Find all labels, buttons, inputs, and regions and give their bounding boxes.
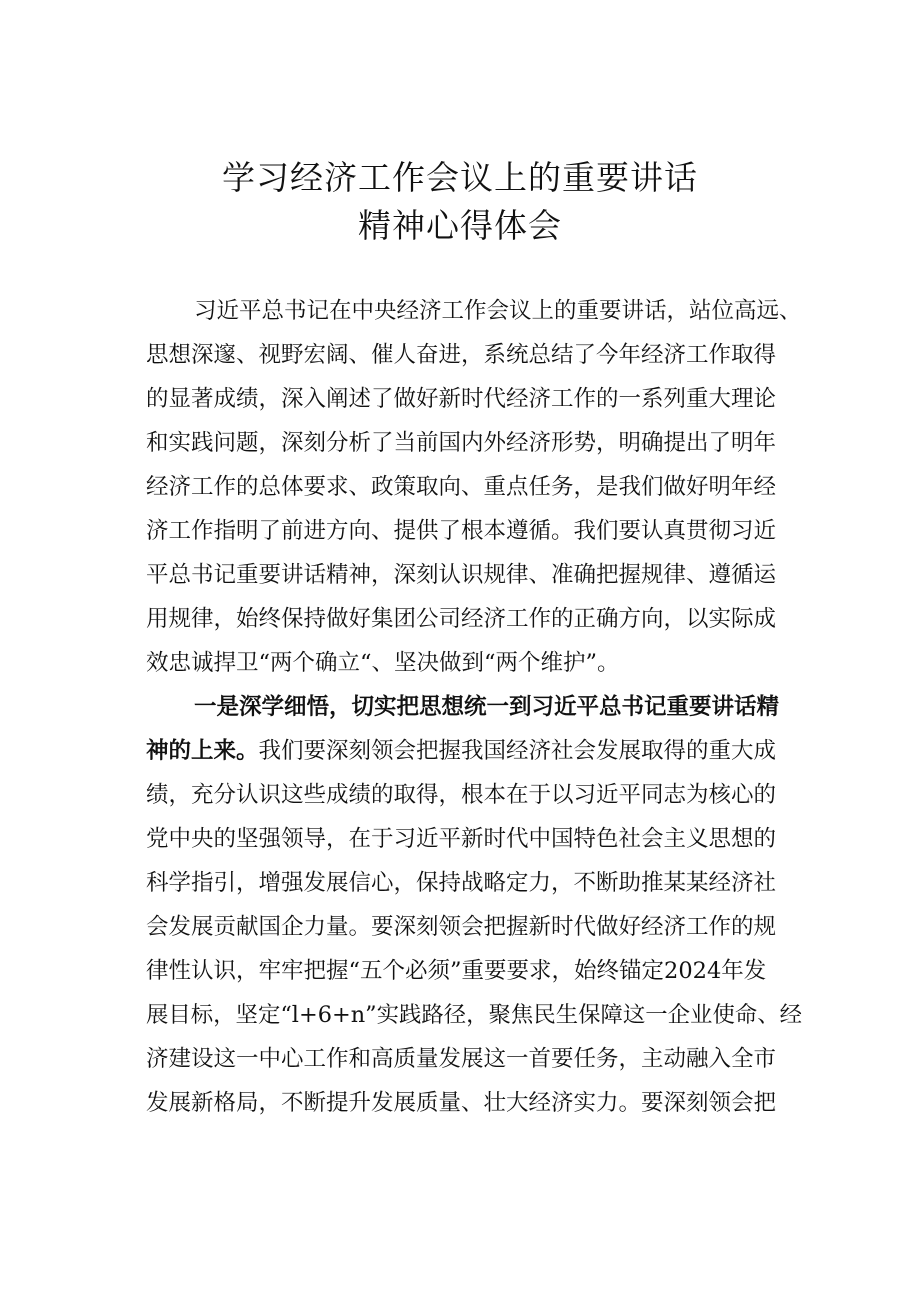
paragraph-1-line: 思想深邃、视野宏阔、催人奋进，系统总结了今年经济工作取得 xyxy=(146,342,777,368)
paragraph-2-line xyxy=(146,729,802,773)
paragraph-2-heading-line xyxy=(194,685,802,729)
paragraph-1-line: 平总书记重要讲话精神，深刻认识规律、准确把握规律、遵循运 xyxy=(146,562,777,588)
paragraph-2-line: 科学指引，增强发展信心，保持战略定力，不断助推某某经济社 xyxy=(146,870,777,896)
paragraph-2-line: 济建设这一中心工作和高质量发展这一首要任务，主动融入全市 xyxy=(146,1046,777,1072)
paragraph-2-heading-text: 神的上来。 xyxy=(146,738,259,764)
paragraph-1-line: 济工作指明了前进方向、提供了根本遵循。我们要认真贯彻习近 xyxy=(146,518,777,544)
paragraph-1-line: 用规律，始终保持做好集团公司经济工作的正确方向，以实际成 xyxy=(146,606,777,632)
paragraph-1-line: 的显著成绩，深入阐述了做好新时代经济工作的一系列重大理论 xyxy=(146,386,777,412)
paragraph-1-line: 效忠诚捍卫“两个确立“、坚决做到“两个维护”。 xyxy=(146,650,620,676)
paragraph-2-heading-text: 一是深学细悟，切实把思想统一到习近平总书记重要讲话精 xyxy=(194,694,780,720)
paragraph-2-line: 绩，充分认识这些成绩的取得，根本在于以习近平同志为核心的 xyxy=(146,782,777,808)
paragraph-2-line: 党中央的坚强领导，在于习近平新时代中国特色社会主义思想的 xyxy=(146,826,777,852)
paragraph-2-line: 展目标，坚定“l+6+n”实践路径，聚焦民生保障这一企业使命、经 xyxy=(146,1002,803,1028)
document-title-line-1: 学习经济工作会议上的重要讲话 xyxy=(222,158,698,197)
paragraph-2-body-text: 我们要深刻领会把握我国经济社会发展取得的重大成 xyxy=(258,738,777,764)
paragraph-2-line: 发展新格局，不断提升发展质量、壮大经济实力。要深刻领会把 xyxy=(146,1090,777,1116)
paragraph-2-line: 律性认识，牢牢把握“五个必须”重要要求，始终锚定2024年发 xyxy=(146,958,767,984)
paragraph-2-line: 会发展贡献国企力量。要深刻领会把握新时代做好经济工作的规 xyxy=(146,914,777,940)
paragraph-1-line: 和实践问题，深刻分析了当前国内外经济形势，明确提出了明年 xyxy=(146,430,777,456)
document-title-line-2: 精神心得体会 xyxy=(358,206,562,245)
paragraph-1-line: 经济工作的总体要求、政策取向、重点任务，是我们做好明年经 xyxy=(146,474,777,500)
paragraph-1-line: 习近平总书记在中央经济工作会议上的重要讲话，站位高远、 xyxy=(194,298,802,324)
